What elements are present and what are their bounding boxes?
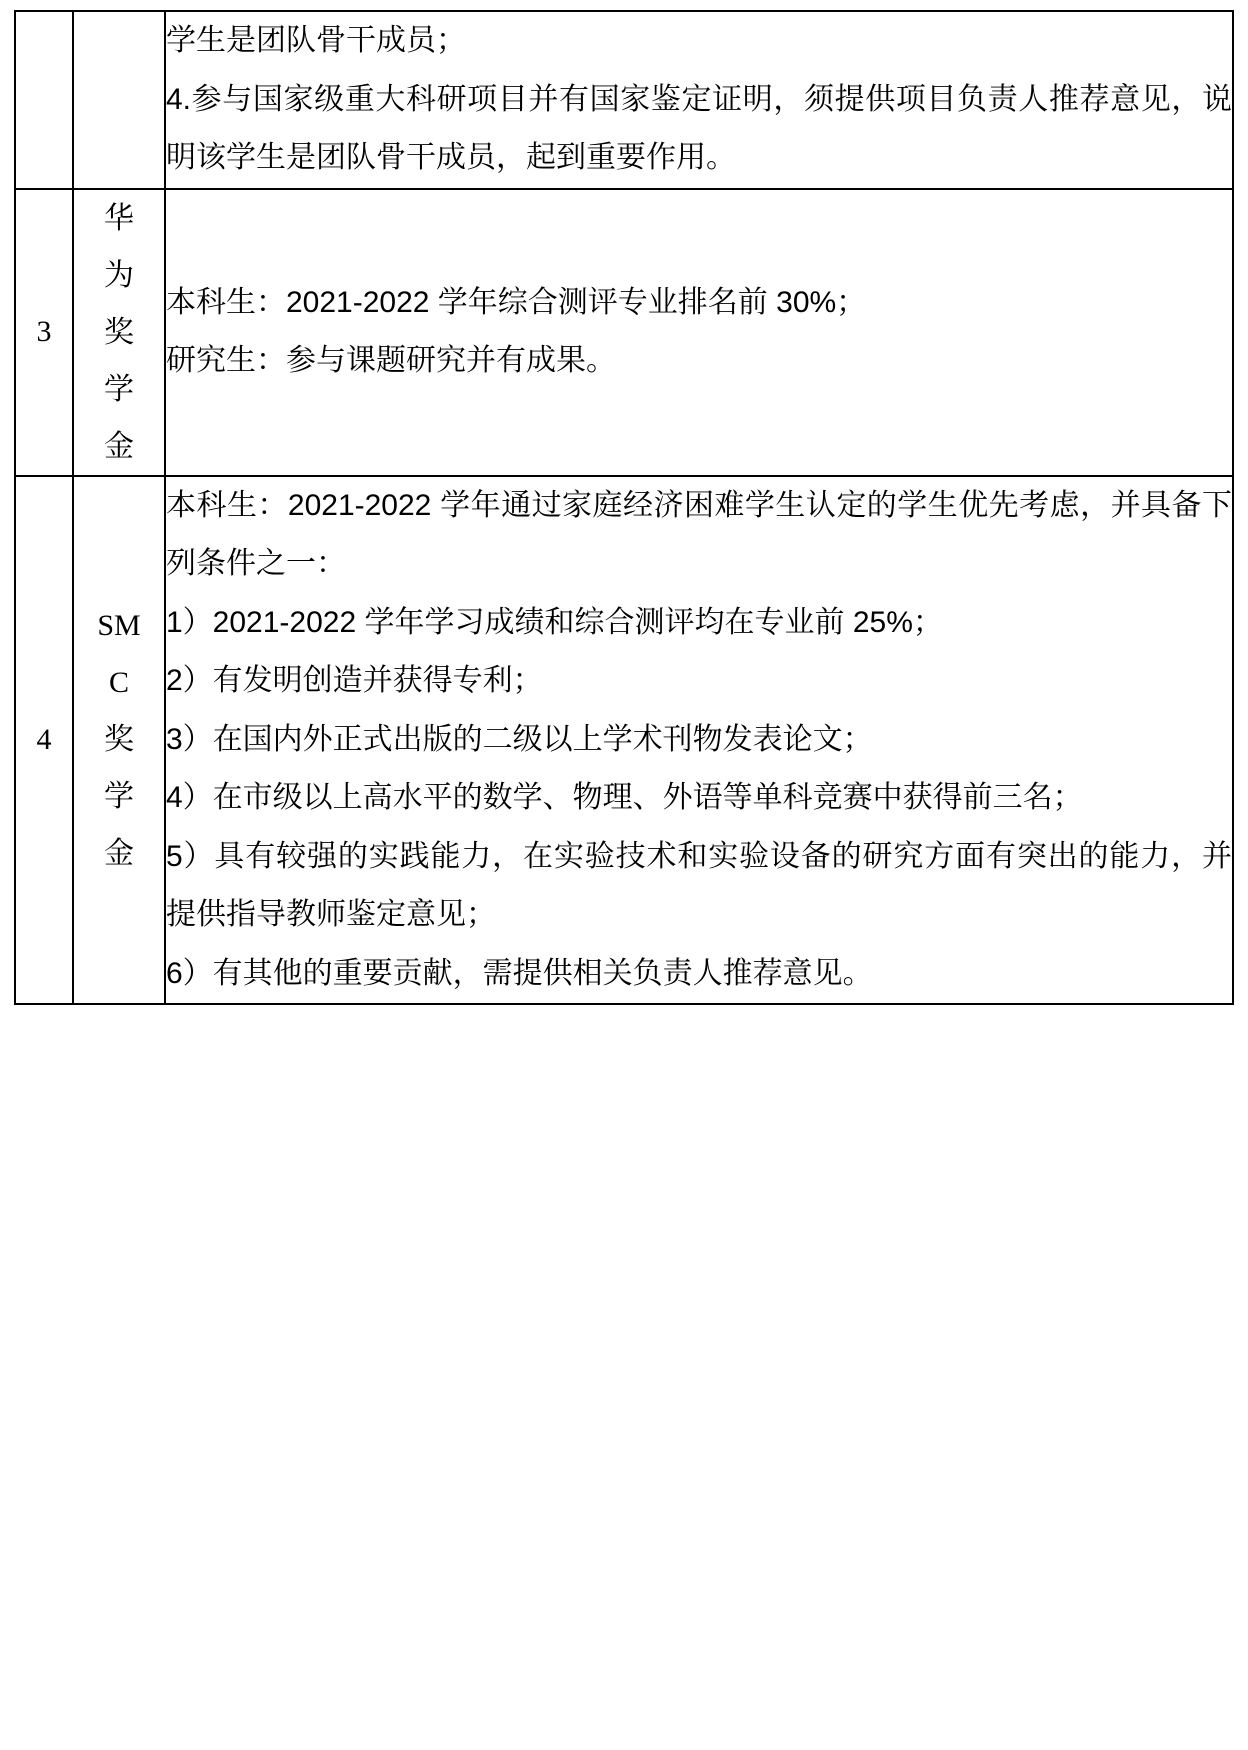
- table-row: [15, 11, 1233, 189]
- body-paragraph: 4）在市级以上高水平的数学、物理、外语等单科竞赛中获得前三名；: [166, 781, 1083, 814]
- table-row: [15, 476, 1233, 1005]
- row-name-cell: [73, 11, 165, 189]
- body-paragraph: 6）有其他的重要贡献，需提供相关负责人推荐意见。: [166, 956, 873, 990]
- body-paragraph: 研究生：参与课题研究并有成果。: [166, 344, 616, 377]
- row-name-char: 学: [104, 780, 134, 814]
- table-row: [15, 189, 1233, 476]
- row-index-cell: 4: [15, 476, 73, 1005]
- body-paragraph: 4.参与国家级重大科研项目并有国家鉴定证明，须提供项目负责人推荐意见，说明该学生是团队骨干成员，起到重要作用。: [166, 82, 1232, 174]
- row-body-cell: [165, 189, 1233, 476]
- row-name-char: 金: [104, 837, 134, 871]
- body-paragraph: 3）在国内外正式出版的二级以上学术刊物发表论文；: [166, 722, 873, 756]
- body-paragraph: 本科生：2021-2022 学年通过家庭经济困难学生认定的学生优先考虑，并具备下列条件之一：: [166, 488, 1232, 580]
- body-paragraph: 2）有发明创造并获得专利；: [166, 664, 543, 697]
- row-name-char: 金: [104, 429, 134, 463]
- row-name-char: 华: [104, 201, 134, 235]
- row-name-char: 学: [104, 372, 134, 406]
- row-name-cell: [73, 189, 165, 476]
- row-index-cell: 3: [15, 189, 73, 476]
- row-name-cell: [73, 476, 165, 1005]
- row-body-cell: [165, 11, 1233, 189]
- body-paragraph: 5）具有较强的实践能力，在实验技术和实验设备的研究方面有突出的能力，并提供指导教师鉴定意见；: [166, 839, 1232, 931]
- body-paragraph: 本科生：2021-2022 学年综合测评专业排名前 30%；: [166, 285, 867, 319]
- row-index-cell: [15, 11, 73, 189]
- body-paragraph: 1）2021-2022 学年学习成绩和综合测评均在专业前 25%；: [166, 605, 943, 639]
- row-name-char: C: [108, 666, 129, 700]
- row-name-char: 奖: [104, 315, 134, 349]
- scholarship-criteria-table: [14, 10, 1234, 1005]
- row-name-char: 为: [104, 258, 134, 292]
- row-name-char: 奖: [104, 723, 134, 757]
- row-body-cell: [165, 476, 1233, 1005]
- body-paragraph: 学生是团队骨干成员；: [166, 24, 466, 57]
- row-name-char: SM: [97, 609, 141, 643]
